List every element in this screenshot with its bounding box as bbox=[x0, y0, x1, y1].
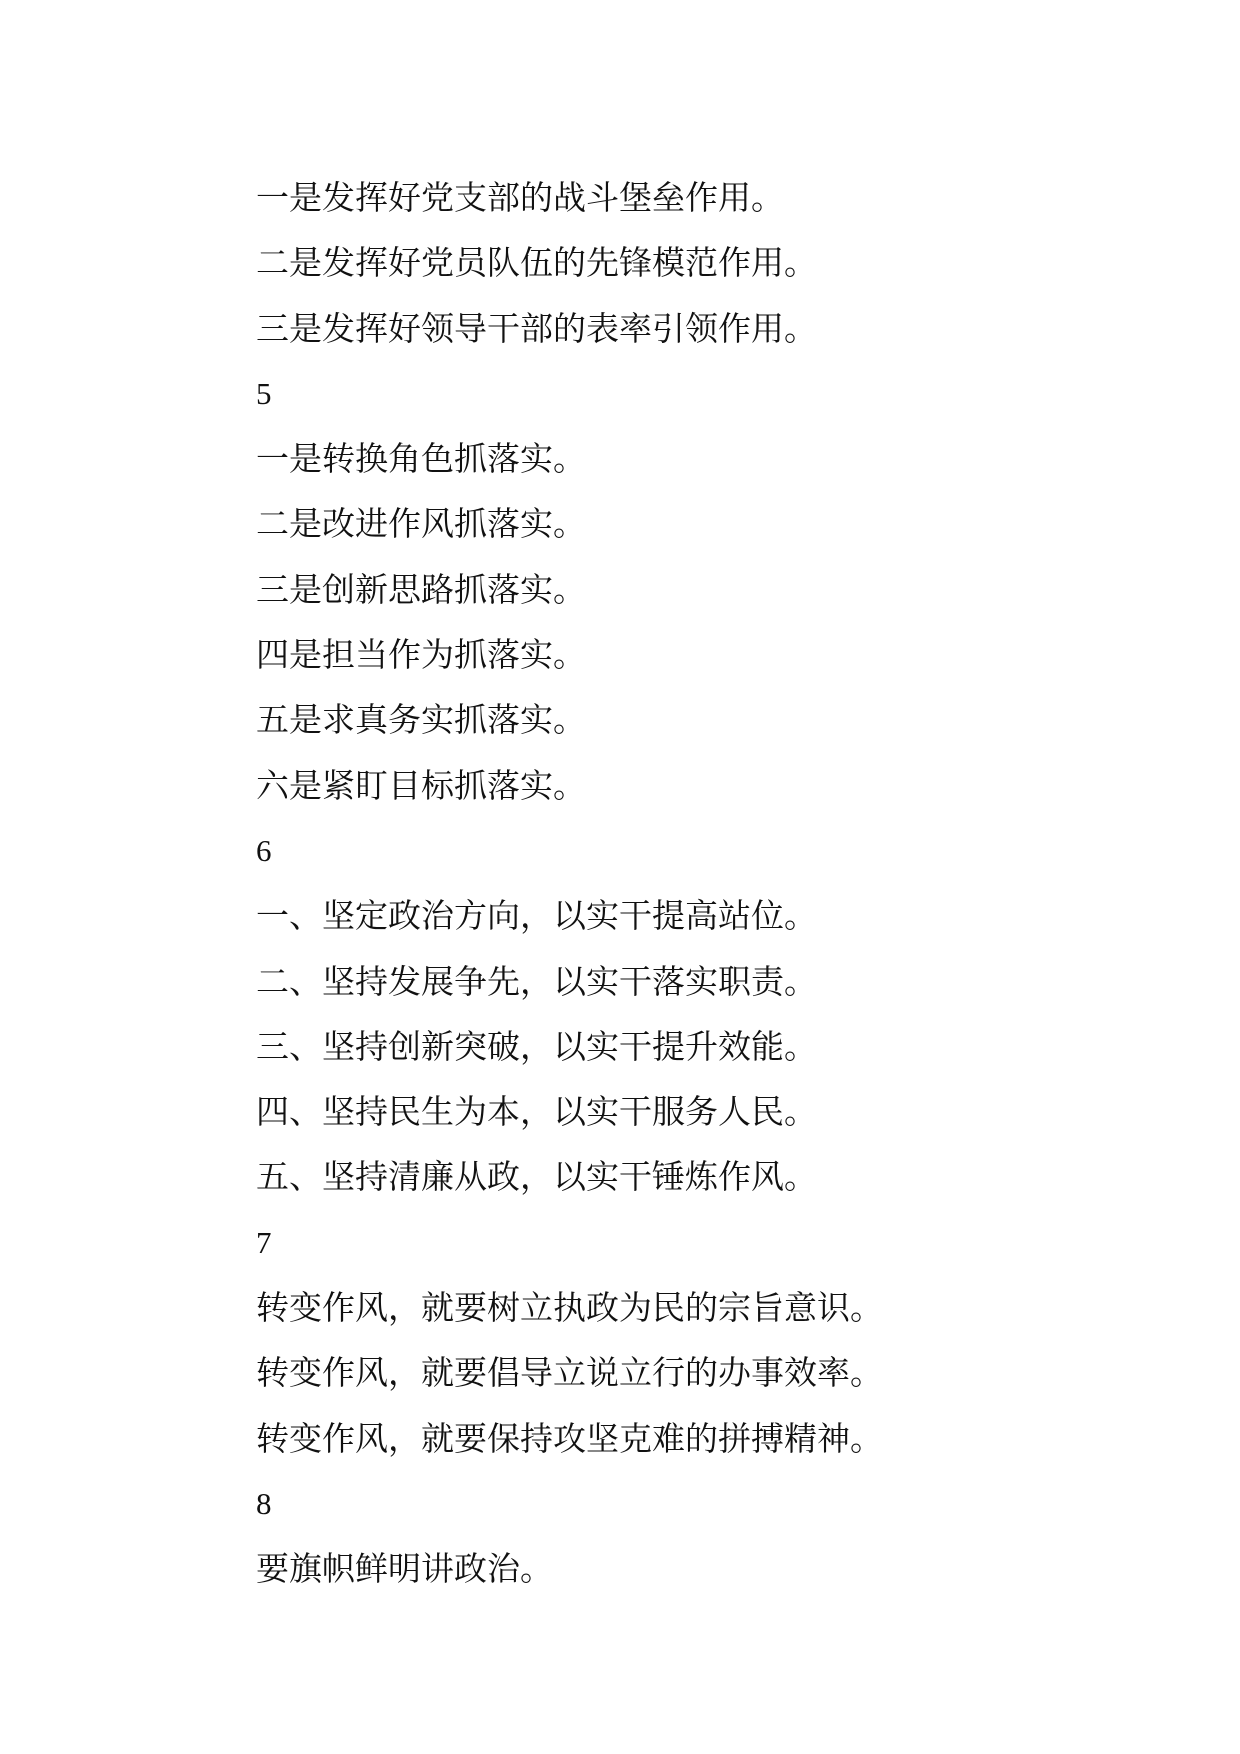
text-line: 三是发挥好领导干部的表率引领作用。 bbox=[256, 308, 817, 348]
text-line: 二是改进作风抓落实。 bbox=[256, 504, 586, 544]
text-line: 一是转换角色抓落实。 bbox=[256, 439, 586, 479]
text-line: 二是发挥好党员队伍的先锋模范作用。 bbox=[256, 243, 817, 283]
document-body bbox=[256, 165, 1156, 1602]
section-number: 5 bbox=[256, 375, 272, 411]
section-number: 8 bbox=[256, 1485, 272, 1521]
text-line: 要旗帜鲜明讲政治。 bbox=[256, 1549, 553, 1589]
section-number: 6 bbox=[256, 832, 272, 868]
text-line: 转变作风，就要树立执政为民的宗旨意识。 bbox=[256, 1288, 883, 1328]
section-number: 7 bbox=[256, 1224, 272, 1260]
text-line: 五、坚持清廉从政，以实干锤炼作风。 bbox=[256, 1157, 817, 1197]
text-line: 四是担当作为抓落实。 bbox=[256, 635, 586, 675]
text-line: 五是求真务实抓落实。 bbox=[256, 700, 586, 740]
text-line: 转变作风，就要保持攻坚克难的拼搏精神。 bbox=[256, 1418, 883, 1458]
text-line: 三是创新思路抓落实。 bbox=[256, 569, 586, 609]
text-line: 一、坚定政治方向，以实干提高站位。 bbox=[256, 896, 817, 936]
text-line: 二、坚持发展争先，以实干落实职责。 bbox=[256, 961, 817, 1001]
text-line: 六是紧盯目标抓落实。 bbox=[256, 765, 586, 805]
text-line: 三、坚持创新突破，以实干提升效能。 bbox=[256, 1026, 817, 1066]
text-line: 一是发挥好党支部的战斗堡垒作用。 bbox=[256, 178, 784, 217]
text-line: 四、坚持民生为本，以实干服务人民。 bbox=[256, 1092, 817, 1132]
text-line: 转变作风，就要倡导立说立行的办事效率。 bbox=[256, 1353, 883, 1393]
